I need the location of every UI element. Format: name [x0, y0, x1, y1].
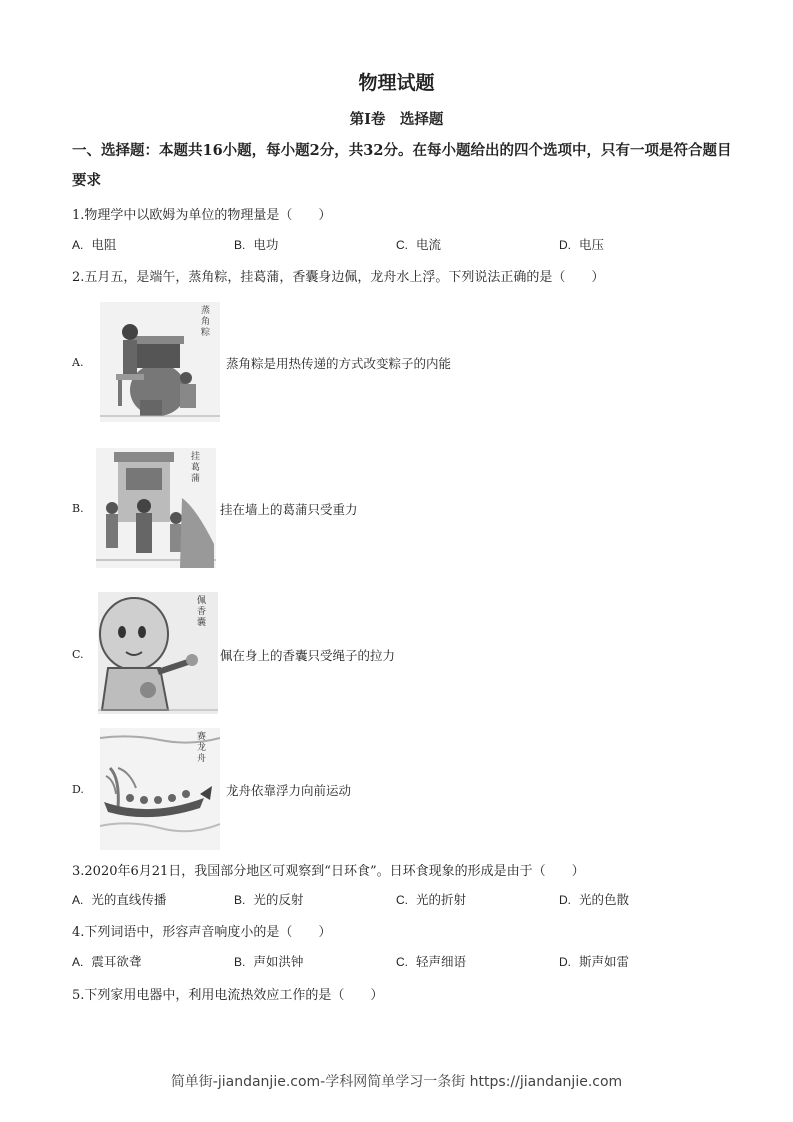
- q2-option-b-letter: B.: [72, 502, 84, 515]
- q2-option-c-text: 佩在身上的香囊只受绳子的拉力: [220, 648, 396, 663]
- q2-option-a-text: 蒸角粽是用热传递的方式改变粽子的内能: [226, 356, 452, 371]
- q2-option-a-letter: A.: [72, 356, 84, 369]
- question-5-stem: 5.下列家用电器中，利用电流热效应工作的是（ ）: [72, 988, 384, 1003]
- q3-option-b: B. 光的反射: [234, 892, 304, 907]
- q3-option-d: D. 光的色散: [559, 892, 630, 907]
- q2-option-b-text: 挂在墙上的葛蒲只受重力: [220, 502, 358, 517]
- question-3-stem: 3.2020年6月21日，我国部分地区可观察到“日环食”。日环食现象的形成是由于（ ）: [72, 864, 585, 879]
- q4-option-c: C. 轻声细语: [396, 954, 467, 969]
- q2-option-b-image: [96, 448, 216, 568]
- section-subtitle: 第I卷 选择题: [349, 111, 444, 128]
- q1-option-a: A. 电阻: [72, 237, 117, 252]
- q1-option-b: B. 电功: [234, 237, 279, 252]
- question-2-stem: 2.五月五，是端午，蒸角粽，挂葛蒲，香囊身边佩，龙舟水上浮。下列说法正确的是（ ）: [72, 270, 605, 285]
- section-instructions: 一、选择题：本题共16小题，每小题2分，共32分。在每小题给出的四个选项中，只有一项是符合题目要求: [72, 142, 732, 189]
- q2-option-d-image: [100, 728, 220, 850]
- q2-option-c-image: [98, 592, 218, 714]
- question-1-stem: 1.物理学中以欧姆为单位的物理量是（ ）: [72, 208, 332, 223]
- q3-option-a: A. 光的直线传播: [72, 892, 167, 907]
- page-title: 物理试题: [358, 72, 435, 94]
- q4-option-d: D. 斯声如雷: [559, 954, 630, 969]
- q2-option-c-caption: 佩 香 囊: [196, 596, 206, 628]
- q2-option-d-caption: 赛 龙 舟: [196, 732, 206, 764]
- q2-option-d-text: 龙舟依靠浮力向前运动: [226, 783, 352, 798]
- q1-option-d: D. 电压: [559, 237, 605, 252]
- q2-option-a-caption: 蒸 角 粽: [200, 306, 210, 338]
- q2-option-a-image: [100, 302, 220, 422]
- q2-option-c-letter: C.: [72, 648, 84, 661]
- page-footer: 简单街-jiandanjie.com-学科网简单学习一条街 https://jiandanjie.com: [170, 1074, 623, 1090]
- q2-option-b-caption: 挂 葛 蒲: [190, 452, 200, 484]
- q4-option-b: B. 声如洪钟: [234, 954, 304, 969]
- q2-option-d-letter: D.: [72, 783, 84, 796]
- q3-option-c: C. 光的折射: [396, 892, 467, 907]
- q1-option-c: C. 电流: [396, 237, 442, 252]
- question-4-stem: 4.下列词语中，形容声音响度小的是（ ）: [72, 925, 332, 940]
- q4-option-a: A. 震耳欲聋: [72, 954, 142, 969]
